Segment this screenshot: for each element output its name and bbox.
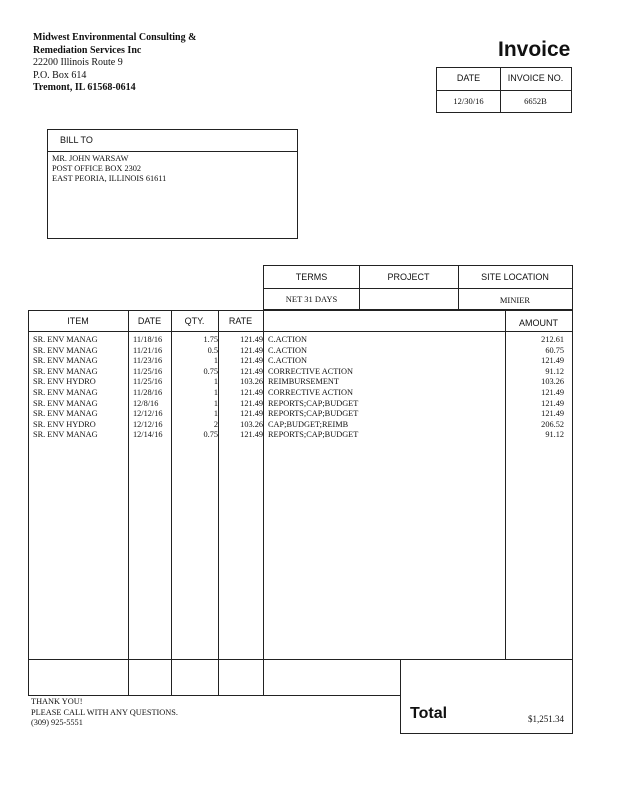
row-date: 11/23/16 <box>133 356 163 366</box>
header-rate: RATE <box>228 316 253 326</box>
company-city: Tremont, IL 61568-0614 <box>33 82 136 93</box>
row-rate: 121.49 <box>240 356 263 366</box>
row-description: C.ACTION <box>268 335 307 344</box>
row-item: SR. ENV MANAG <box>33 388 98 397</box>
row-amount: 121.49 <box>541 409 564 419</box>
site-location-label: SITE LOCATION <box>481 272 549 282</box>
row-date: 12/12/16 <box>133 419 163 429</box>
row-item: SR. ENV MANAG <box>33 430 98 440</box>
row-date: 11/21/16 <box>133 345 163 355</box>
row-qty: 1 <box>213 377 218 387</box>
company-name-line1: Midwest Environmental Consulting & <box>33 32 197 43</box>
table-row <box>0 409 627 420</box>
row-amount: 121.49 <box>541 388 564 397</box>
row-qty: 0.75 <box>203 430 218 440</box>
row-rate: 121.49 <box>240 366 263 376</box>
terms-label: TERMS <box>295 272 328 282</box>
row-amount: 121.49 <box>541 398 564 408</box>
header-date: DATE <box>137 316 162 326</box>
total-value: $1,251.34 <box>528 714 564 724</box>
row-amount: 206.52 <box>541 419 564 429</box>
row-description: REPORTS;CAP;BUDGET <box>268 398 359 408</box>
row-date: 11/28/16 <box>133 388 163 397</box>
table-row <box>0 367 627 378</box>
row-rate: 121.49 <box>240 409 263 419</box>
table-row <box>0 356 627 367</box>
table-row <box>0 399 627 410</box>
row-item: SR. ENV MANAG <box>33 366 98 376</box>
row-rate: 103.26 <box>240 377 263 387</box>
row-description: CAP;BUDGET;REIMB <box>268 419 349 429</box>
header-amount: AMOUNT <box>519 318 558 328</box>
row-rate: 121.49 <box>240 430 263 440</box>
row-qty: 0.75 <box>203 366 218 376</box>
row-item: SR. ENV MANAG <box>33 398 98 408</box>
row-qty: 1 <box>213 409 218 419</box>
footer-line: (309) 925-5551 <box>31 718 83 727</box>
header-qty: QTY. <box>184 316 205 326</box>
row-description: C.ACTION <box>268 356 307 366</box>
company-name-line2: Remediation Services Inc <box>33 44 142 56</box>
footer-line: THANK YOU! <box>31 697 83 706</box>
invoice-number: 6652B <box>524 96 547 106</box>
company-address1: 22200 Illinois Route 9 <box>33 57 123 68</box>
terms-box <box>263 265 573 310</box>
row-description: C.ACTION <box>268 345 307 355</box>
row-qty: 2 <box>213 419 218 429</box>
row-item: SR. ENV MANAG <box>33 356 98 366</box>
row-date: 11/25/16 <box>133 377 163 387</box>
row-amount: 91.12 <box>545 366 564 376</box>
row-amount: 121.49 <box>541 356 564 366</box>
header-item: ITEM <box>67 316 89 326</box>
row-qty: 1 <box>213 398 218 408</box>
row-rate: 121.49 <box>240 398 263 408</box>
row-description: CORRECTIVE ACTION <box>268 388 354 397</box>
row-rate: 121.49 <box>240 335 263 344</box>
bill-to-box <box>47 129 298 239</box>
row-date: 12/8/16 <box>133 398 159 408</box>
row-item: SR. ENV HYDRO <box>33 377 96 387</box>
row-qty: 1.75 <box>203 335 218 344</box>
project-label: PROJECT <box>387 272 430 282</box>
row-amount: 212.61 <box>541 335 564 344</box>
row-date: 12/12/16 <box>133 409 163 419</box>
row-description: REPORTS;CAP;BUDGET <box>268 430 359 440</box>
total-label: Total <box>410 705 448 722</box>
table-row <box>0 430 627 441</box>
row-amount: 91.12 <box>545 430 564 440</box>
table-row <box>0 377 627 388</box>
row-rate: 121.49 <box>240 388 263 397</box>
row-rate: 121.49 <box>240 345 263 355</box>
table-row <box>0 346 627 357</box>
table-row <box>0 335 627 346</box>
invoice-title: Invoice <box>498 38 571 61</box>
row-item: SR. ENV MANAG <box>33 409 98 419</box>
footer-line: PLEASE CALL WITH ANY QUESTIONS. <box>31 707 178 717</box>
row-item: SR. ENV MANAG <box>33 345 98 355</box>
invoice-number-label: INVOICE NO. <box>507 73 564 83</box>
table-row <box>0 420 627 431</box>
bill-to-line: EAST PEORIA, ILLINOIS 61611 <box>52 174 167 183</box>
row-qty: 1 <box>213 388 218 397</box>
row-date: 11/18/16 <box>133 335 163 344</box>
bill-to-address <box>52 154 166 184</box>
date-label: DATE <box>456 73 481 83</box>
row-amount: 60.75 <box>545 345 564 355</box>
row-qty: 0.5 <box>207 345 218 355</box>
row-amount: 103.26 <box>541 377 564 387</box>
company-address2: P.O. Box 614 <box>33 69 87 81</box>
row-item: SR. ENV MANAG <box>33 335 98 344</box>
terms-value: NET 31 DAYS <box>285 294 338 304</box>
invoice-info-box <box>436 67 572 113</box>
bill-to-label: BILL TO <box>60 135 93 145</box>
table-row <box>0 388 627 399</box>
site-location-value: MINIER <box>499 295 531 305</box>
row-qty: 1 <box>213 356 218 366</box>
bill-to-line: MR. JOHN WARSAW <box>52 154 129 163</box>
row-description: CORRECTIVE ACTION <box>268 366 354 376</box>
row-date: 12/14/16 <box>133 430 163 440</box>
row-rate: 103.26 <box>240 419 263 429</box>
row-item: SR. ENV HYDRO <box>33 419 96 429</box>
company-block <box>33 32 196 95</box>
invoice-date: 12/30/16 <box>453 96 484 106</box>
bill-to-line: POST OFFICE BOX 2302 <box>52 164 142 173</box>
row-description: REIMBURSEMENT <box>268 377 339 387</box>
row-description: REPORTS;CAP;BUDGET <box>268 409 359 419</box>
row-date: 11/25/16 <box>133 366 163 376</box>
footer-message <box>31 697 178 729</box>
